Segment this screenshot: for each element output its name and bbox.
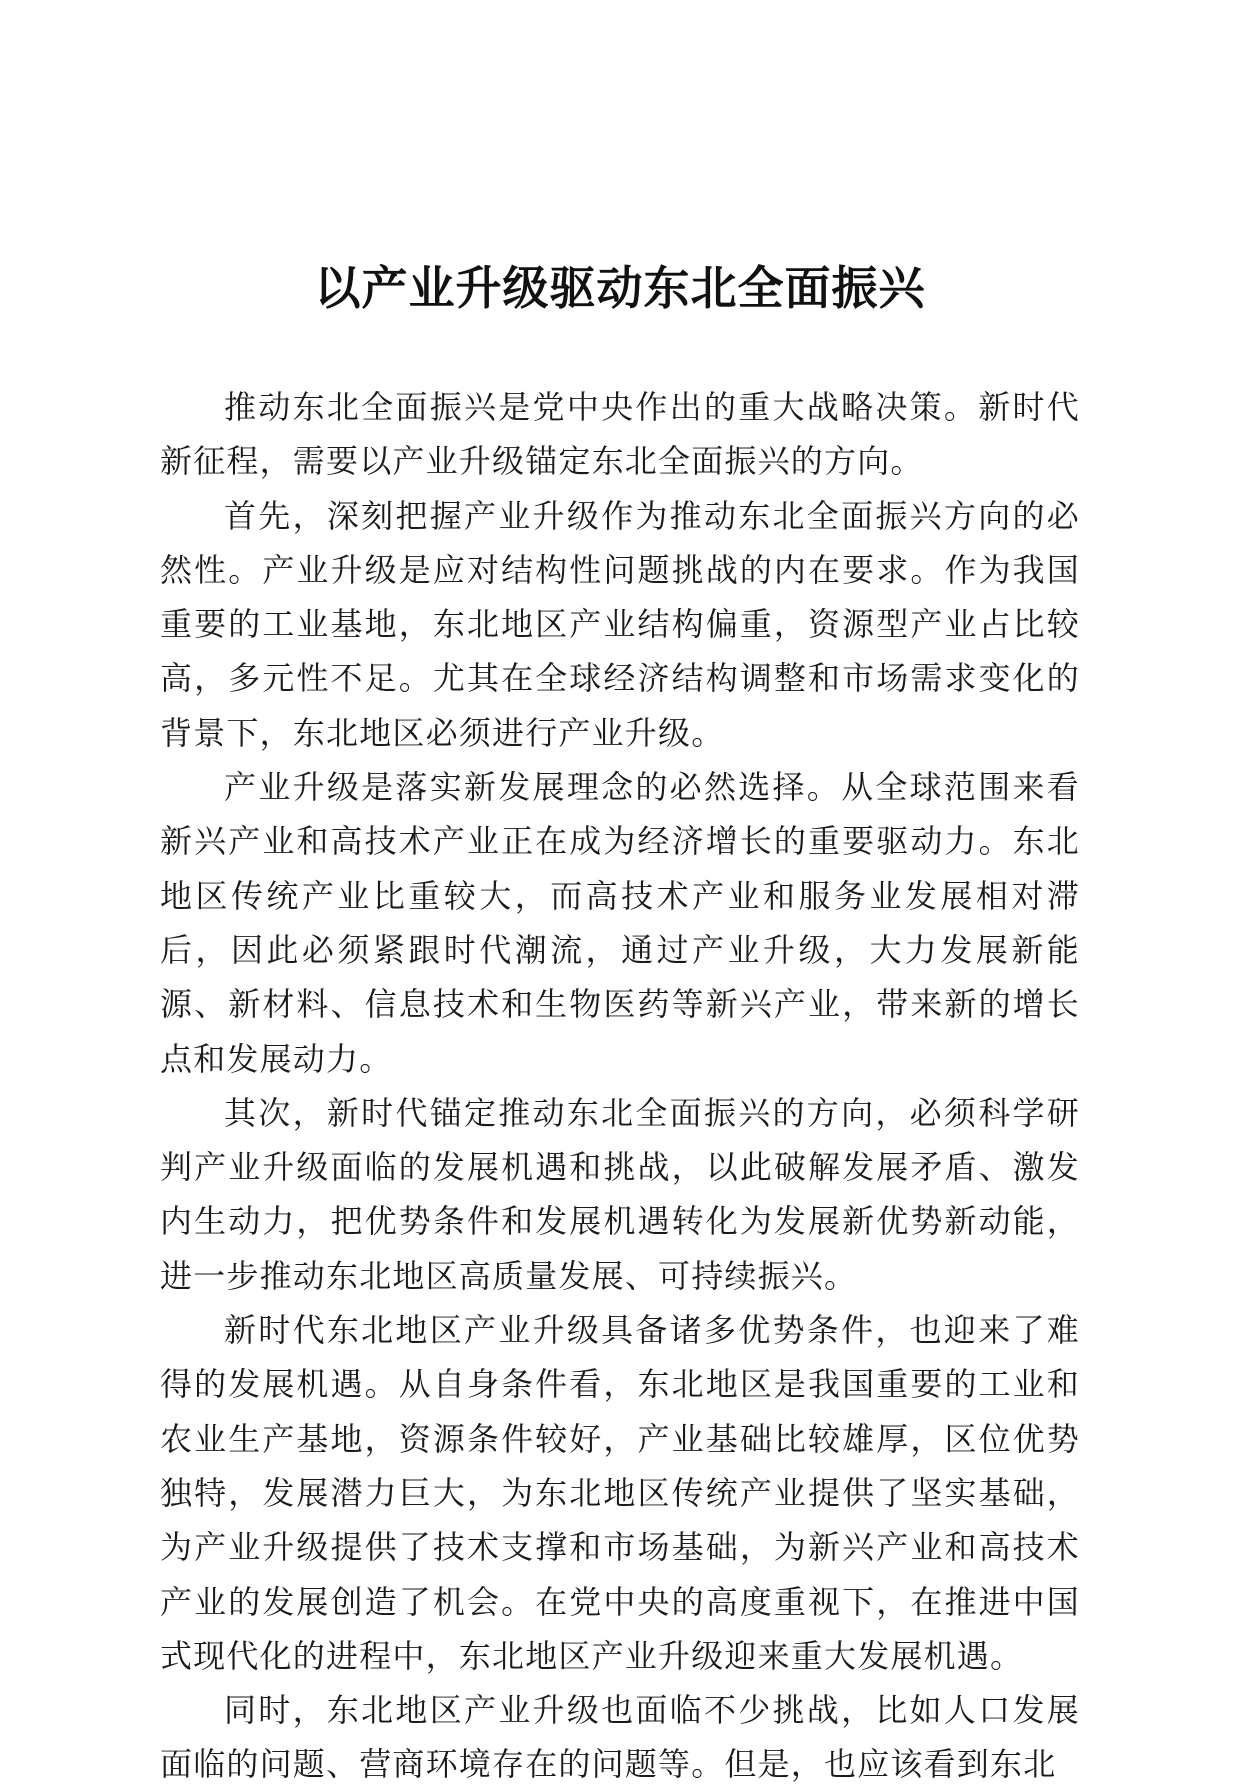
- paragraph: 新时代东北地区产业升级具备诸多优势条件，也迎来了难得的发展机遇。从自身条件看，东北地区是我国重要的工业和农业生产基地，资源条件较好，产业基础比较雄厚，区位优势独特，发展潜力巨大，为东北地区传统产业提供了坚实基础，为产业升级提供了技术支撑和市场基础，为新兴产业和高技术产业的发展创造了机会。在党中央的高度重视下，在推进中国式现代化的进程中，东北地区产业升级迎来重大发展机遇。: [160, 1311, 1080, 1675]
- paragraph: 产业升级是落实新发展理念的必然选择。从全球范围来看新兴产业和高技术产业正在成为经济增长的重要驱动力。东北地区传统产业比重较大，而高技术产业和服务业发展相对滞后，因此必须紧跟时代潮流，通过产业升级，大力发展新能源、新材料、信息技术和生物医药等新兴产业，带来新的增长点和发展动力。: [160, 768, 1080, 1078]
- paragraph: 同时，东北地区产业升级也面临不少挑战，比如人口发展面临的问题、营商环境存在的问题等。但是，也应该看到东北: [160, 1691, 1080, 1784]
- paragraph: 其次，新时代锚定推动东北全面振兴的方向，必须科学研判产业升级面临的发展机遇和挑战，以此破解发展矛盾、激发内生动力，把优势条件和发展机遇转化为发展新优势新动能，进一步推动东北地区高质量发展、可持续振兴。: [160, 1093, 1080, 1295]
- paragraph: 推动东北全面振兴是党中央作出的重大战略决策。新时代新征程，需要以产业升级锚定东北全面振兴的方向。: [160, 388, 1080, 481]
- document-title: 以产业升级驱动东北全面振兴: [314, 261, 926, 315]
- paragraph: 首先，深刻把握产业升级作为推动东北全面振兴方向的必然性。产业升级是应对结构性问题挑战的内在要求。作为我国重要的工业基地，东北地区产业结构偏重，资源型产业占比较高，多元性不足。尤其在全球经济结构调整和市场需求变化的背景下，东北地区必须进行产业升级。: [160, 496, 1080, 752]
- document-body: [160, 380, 1080, 1792]
